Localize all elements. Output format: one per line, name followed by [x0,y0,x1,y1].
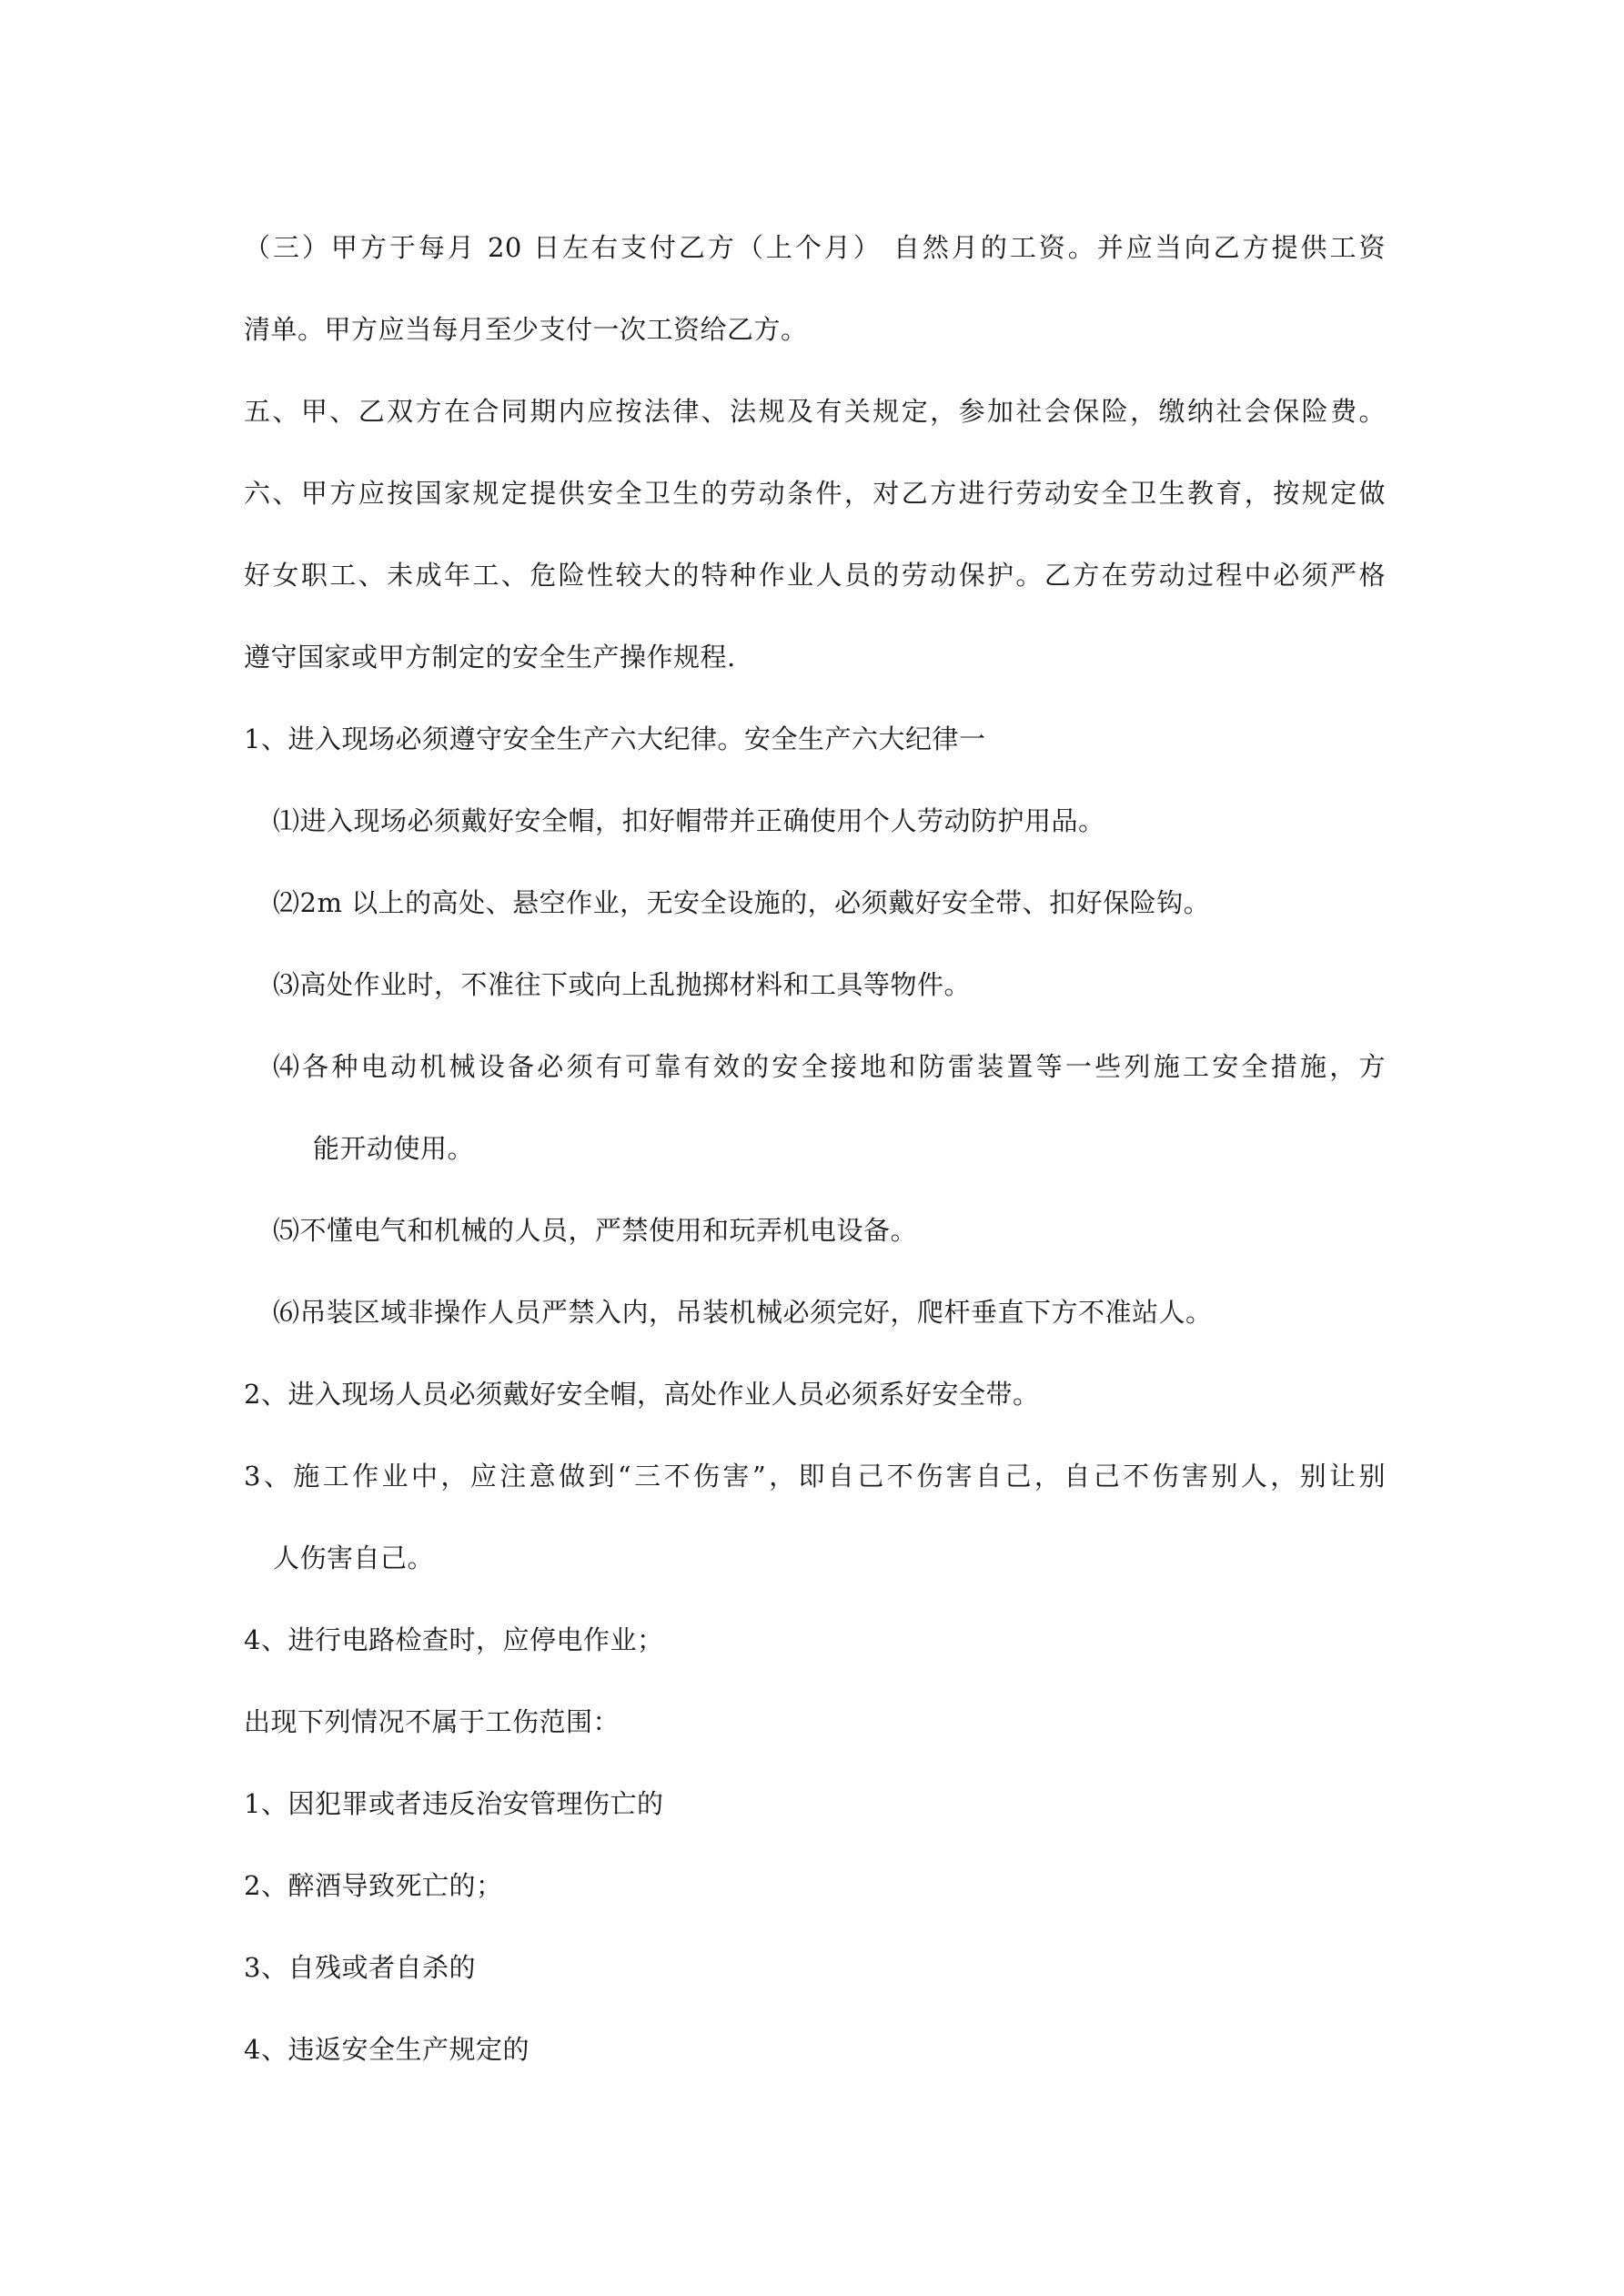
rule-item-4: 4、进行电路检查时，应停电作业； [244,1624,664,1655]
rule-item-3-line-1: 3、施工作业中，应注意做到“三不伤害”，即自己不伤害自己，自己不伤害别人，别让别 [244,1461,1386,1492]
discipline-item-6: ⑹吊装区域非操作人员严禁入内，吊装机械必须完好，爬杆垂直下方不准站人。 [273,1297,1213,1328]
paragraph-insurance: 五、甲、乙双方在合同期内应按法律、法规及有关规定，参加社会保险，缴纳社会保险费。 [244,396,1386,427]
non-injury-heading: 出现下列情况不属于工伤范围： [244,1706,620,1737]
rule-item-2: 2、进入现场人员必须戴好安全帽，高处作业人员必须系好安全带。 [244,1379,1040,1410]
non-injury-item-2: 2、醉酒导致死亡的； [244,1870,503,1901]
paragraph-safety-line-2: 好女职工、未成年工、危险性较大的特种作业人员的劳动保护。乙方在劳动过程中必须严格 [244,560,1386,591]
discipline-item-5: ⑸不懂电气和机械的人员，严禁使用和玩弄机电设备。 [273,1215,918,1246]
non-injury-item-1: 1、因犯罪或者违反治安管理伤亡的 [244,1788,664,1819]
rule-item-1-heading: 1、进入现场必须遵守安全生产六大纪律。安全生产六大纪律一 [244,723,986,754]
discipline-item-3: ⑶高处作业时，不准往下或向上乱抛掷材料和工具等物件。 [273,969,972,1000]
non-injury-item-3: 3、自残或者自杀的 [244,1952,476,1983]
discipline-item-2: ⑵2m 以上的高处、悬空作业，无安全设施的，必须戴好安全带、扣好保险钩。 [273,887,1211,918]
rule-item-3-line-2: 人伤害自己。 [273,1542,435,1573]
paragraph-salary-line-1: （三）甲方于每月 20 日左右支付乙方（上个月） 自然月的工资。并应当向乙方提供工资 [244,232,1386,263]
discipline-item-4-line-1: ⑷各种电动机械设备必须有可靠有效的安全接地和防雷装置等一些列施工安全措施，方 [273,1051,1386,1082]
paragraph-salary-line-2: 清单。甲方应当每月至少支付一次工资给乙方。 [244,314,808,345]
non-injury-item-4: 4、违返安全生产规定的 [244,2034,530,2065]
discipline-item-1: ⑴进入现场必须戴好安全帽，扣好帽带并正确使用个人劳动防护用品。 [273,805,1105,836]
paragraph-safety-line-3: 遵守国家或甲方制定的安全生产操作规程. [244,642,736,673]
discipline-item-4-line-2: 能开动使用。 [313,1133,475,1164]
paragraph-safety-line-1: 六、甲方应按国家规定提供安全卫生的劳动条件，对乙方进行劳动安全卫生教育，按规定做 [244,478,1386,509]
